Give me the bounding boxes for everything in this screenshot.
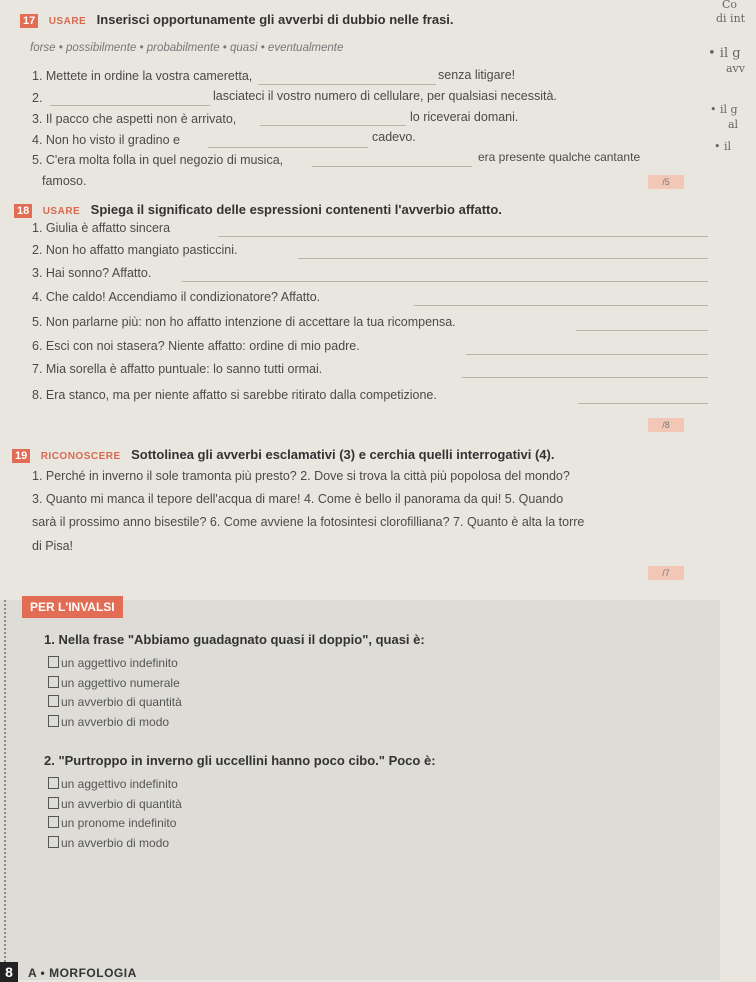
list-item: 2. Non ho affatto mangiato pasticcini. — [32, 243, 238, 257]
margin-fragment: • il g — [708, 46, 741, 61]
exercise-title: Inserisci opportunamente gli avverbi di dubbio nelle frasi. — [96, 12, 454, 27]
list-item: 5. Non parlarne più: non ho affatto intenzione di accettare la tua ricompensa. — [32, 315, 456, 329]
page-number: 8 — [0, 962, 18, 982]
answer-line[interactable] — [414, 305, 708, 306]
exercise-18-header — [14, 201, 502, 219]
sentence-2a: 2. — [32, 91, 43, 105]
question-1: 1. Nella frase "Abbiamo guadagnato quasi il doppio", quasi è: — [44, 632, 425, 647]
invalsi-title: PER L'INVALSI — [22, 596, 123, 618]
exercise-tag: RICONOSCERE — [40, 451, 121, 462]
sentence-1a: 1. Mettete in ordine la vostra cameretta, — [32, 69, 253, 83]
question-2: 2. "Purtroppo in inverno gli uccellini hanno poco cibo." Poco è: — [44, 753, 436, 768]
exercise-19-line: 3. Quanto mi manca il tepore dell'acqua di mare! 4. Come è bello il panorama da qui! 5. Quando — [32, 492, 564, 506]
answer-line[interactable] — [218, 236, 708, 237]
answer-option[interactable] — [48, 797, 182, 811]
list-item: 4. Che caldo! Accendiamo il condizionatore? Affatto. — [32, 290, 321, 304]
sentence-4b: cadevo. — [372, 130, 416, 144]
answer-line[interactable] — [576, 330, 708, 331]
answer-line[interactable] — [466, 354, 708, 355]
sentence-2b: lasciateci il vostro numero di cellulare, per qualsiasi necessità. — [213, 89, 557, 103]
checkbox[interactable] — [48, 836, 59, 848]
margin-fragment: • il — [714, 140, 732, 153]
score-box: /8 — [648, 418, 684, 432]
answer-line[interactable] — [298, 258, 708, 259]
checkbox[interactable] — [48, 656, 59, 668]
margin-fragment: al — [728, 118, 739, 131]
list-item: 3. Hai sonno? Affatto. — [32, 266, 152, 280]
sentence-5c: famoso. — [42, 174, 87, 188]
margin-fragment: • il g — [710, 103, 738, 116]
answer-option[interactable] — [48, 836, 169, 850]
exercise-tag: USARE — [42, 206, 81, 217]
exercise-19-header — [12, 446, 554, 464]
checkbox[interactable] — [48, 777, 59, 789]
list-item: 7. Mia sorella è affatto puntuale: lo sanno tutti ormai. — [32, 362, 323, 376]
margin-fragment: di int — [716, 12, 746, 25]
exercise-number: 19 — [12, 449, 30, 463]
checkbox[interactable] — [48, 695, 59, 707]
checkbox[interactable] — [48, 816, 59, 828]
option-label: un aggettivo indefinito — [61, 777, 178, 791]
exercise-tag: USARE — [48, 16, 87, 27]
option-label: un avverbio di modo — [61, 835, 170, 850]
answer-blank[interactable] — [50, 105, 210, 106]
exercise-19-line: di Pisa! — [32, 539, 73, 553]
margin-fragment: Co — [722, 0, 738, 11]
answer-line[interactable] — [182, 281, 708, 282]
option-label: un avverbio di quantità — [61, 695, 182, 709]
sentence-4a: 4. Non ho visto il gradino e — [32, 133, 181, 147]
list-item: 8. Era stanco, ma per niente affatto si sarebbe ritirato dalla competizione. — [32, 388, 437, 402]
section-label: A • MORFOLOGIA — [28, 966, 137, 980]
exercise-17-header — [20, 11, 454, 29]
sentence-5a: 5. C'era molta folla in quel negozio di musica, — [32, 153, 284, 167]
sentence-1b: senza litigare! — [438, 68, 516, 82]
answer-blank[interactable] — [260, 125, 406, 126]
answer-blank[interactable] — [312, 166, 472, 167]
answer-line[interactable] — [462, 377, 708, 378]
exercise-number: 17 — [20, 14, 38, 28]
answer-blank[interactable] — [258, 84, 436, 85]
answer-option[interactable] — [48, 715, 169, 729]
checkbox[interactable] — [48, 715, 59, 727]
sentence-3b: lo riceverai domani. — [410, 110, 519, 124]
exercise-number: 18 — [14, 204, 32, 218]
option-label: un aggettivo numerale — [61, 675, 180, 690]
option-label: un avverbio di modo — [61, 714, 170, 729]
answer-blank[interactable] — [208, 147, 368, 148]
answer-option[interactable] — [48, 676, 180, 690]
option-label: un pronome indefinito — [61, 816, 177, 830]
answer-option[interactable] — [48, 816, 176, 830]
answer-option[interactable] — [48, 695, 182, 709]
answer-line[interactable] — [578, 403, 708, 404]
score-box: /7 — [648, 566, 684, 580]
checkbox[interactable] — [48, 676, 59, 688]
score-box: /5 — [648, 175, 684, 189]
list-item: 6. Esci con noi stasera? Niente affatto: ordine di mio padre. — [32, 339, 360, 353]
margin-fragment: avv — [726, 62, 745, 75]
list-item: 1. Giulia è affatto sincera — [32, 221, 171, 235]
option-label: un avverbio di quantità — [61, 796, 182, 811]
answer-option[interactable] — [48, 656, 178, 670]
dotted-margin — [4, 600, 6, 970]
option-label: un aggettivo indefinito — [61, 656, 178, 670]
answer-option[interactable] — [48, 777, 178, 791]
checkbox[interactable] — [48, 797, 59, 809]
exercise-19-line: 1. Perché in inverno il sole tramonta più presto? 2. Dove si trova la città più popolosa del mondo? — [32, 469, 570, 483]
exercise-19-line: sarà il prossimo anno bisestile? 6. Come avviene la fotosintesi clorofilliana? 7. Quanto è alta la torre — [32, 515, 585, 529]
word-bank: forse • possibilmente • probabilmente • quasi • eventualmente — [30, 42, 344, 54]
sentence-3a: 3. Il pacco che aspetti non è arrivato, — [32, 112, 237, 126]
sentence-5b: era presente qualche cantante — [478, 150, 641, 164]
exercise-title: Sottolinea gli avverbi esclamativi (3) e cerchia quelli interrogativi (4). — [131, 447, 555, 462]
exercise-title: Spiega il significato delle espressioni contenenti l'avverbio affatto. — [90, 202, 502, 217]
